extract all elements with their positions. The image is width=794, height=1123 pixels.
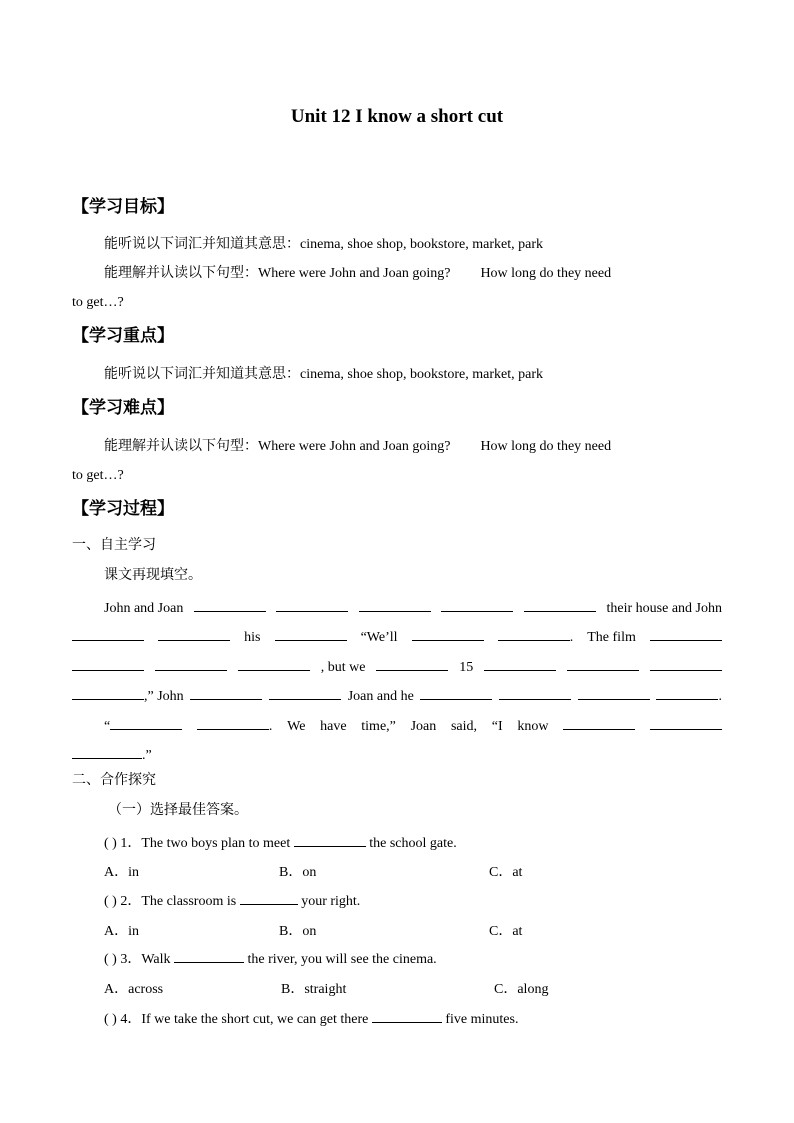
- blank-field[interactable]: [372, 1008, 442, 1023]
- section-objectives: 【学习目标】: [72, 197, 174, 217]
- blank-field[interactable]: [650, 656, 722, 671]
- q2-option-c[interactable]: C．at: [489, 924, 523, 939]
- fill-line-5: “ . We have time,” Joan said, “I know: [104, 715, 722, 736]
- blank-field[interactable]: [194, 597, 266, 612]
- blank-field[interactable]: [376, 656, 448, 671]
- blank-field[interactable]: [567, 656, 639, 671]
- answer-paren[interactable]: ( ): [104, 836, 117, 851]
- keypoint-vocab: 能听说以下词汇并知道其意思：cinema, shoe shop, bookstore, market, park: [104, 366, 543, 382]
- blank-field[interactable]: [269, 685, 341, 700]
- difficulty-pattern: 能理解并认读以下句型：Where were John and Joan going? How long do they need: [104, 438, 612, 454]
- section-key-points: 【学习重点】: [72, 326, 174, 346]
- blank-field[interactable]: [275, 626, 347, 641]
- blank-field[interactable]: [110, 715, 182, 730]
- blank-field[interactable]: [72, 685, 144, 700]
- blank-field[interactable]: [238, 656, 310, 671]
- blank-field[interactable]: [155, 656, 227, 671]
- blank-field[interactable]: [240, 890, 298, 905]
- blank-field[interactable]: [72, 656, 144, 671]
- blank-field[interactable]: [656, 685, 718, 700]
- blank-field[interactable]: [524, 597, 596, 612]
- fill-line-3: , but we 15: [72, 656, 722, 677]
- objective-pattern-cont: to get…?: [72, 295, 124, 310]
- blank-field[interactable]: [441, 597, 513, 612]
- blank-field[interactable]: [72, 626, 144, 641]
- question-1: ( ) 1．The two boys plan to meet the school gate.: [104, 832, 722, 853]
- fill-line-6: .”: [72, 744, 722, 765]
- difficulty-pattern-cont: to get…?: [72, 468, 124, 483]
- question-2: ( ) 2．The classroom is your right.: [104, 890, 722, 911]
- q3-option-c[interactable]: C．along: [494, 982, 549, 997]
- blank-field[interactable]: [499, 685, 571, 700]
- blank-field[interactable]: [276, 597, 348, 612]
- blank-field[interactable]: [420, 685, 492, 700]
- section-difficulties: 【学习难点】: [72, 398, 174, 418]
- fill-line-4: ,” John Joan and he .: [72, 685, 722, 706]
- blank-field[interactable]: [359, 597, 431, 612]
- blank-field[interactable]: [197, 715, 269, 730]
- blank-field[interactable]: [294, 832, 366, 847]
- blank-field[interactable]: [578, 685, 650, 700]
- q2-option-a[interactable]: A．in: [104, 924, 139, 939]
- blank-field[interactable]: [174, 948, 244, 963]
- answer-paren[interactable]: ( ): [104, 894, 117, 909]
- page-title: Unit 12 I know a short cut: [290, 106, 504, 127]
- blank-field[interactable]: [650, 715, 722, 730]
- section-process: 【学习过程】: [72, 499, 174, 519]
- q3-option-b[interactable]: B．straight: [281, 982, 347, 997]
- objective-pattern: 能理解并认读以下句型：Where were John and Joan going? How long do they need: [104, 265, 612, 281]
- blank-field[interactable]: [72, 744, 142, 759]
- blank-field[interactable]: [190, 685, 262, 700]
- objective-vocab: 能听说以下词汇并知道其意思：cinema, shoe shop, bookstore, market, park: [104, 236, 543, 252]
- part2-heading: 二、合作探究: [72, 772, 156, 788]
- question-3: ( ) 3．Walk the river, you will see the cinema.: [104, 948, 722, 969]
- blank-field[interactable]: [158, 626, 230, 641]
- part1-instruction: 课文再现填空。: [104, 567, 202, 583]
- q1-option-b[interactable]: B．on: [279, 865, 317, 880]
- blank-field[interactable]: [484, 656, 556, 671]
- blank-field[interactable]: [650, 626, 722, 641]
- blank-field[interactable]: [563, 715, 635, 730]
- q1-option-c[interactable]: C．at: [489, 865, 523, 880]
- q1-option-a[interactable]: A．in: [104, 865, 139, 880]
- part1-heading: 一、自主学习: [72, 537, 156, 553]
- q3-option-a[interactable]: A．across: [104, 982, 164, 997]
- fill-line-2: his “We’ll . The film: [72, 626, 722, 647]
- answer-paren[interactable]: ( ): [104, 1012, 117, 1027]
- part2-subheading: （一）选择最佳答案。: [108, 802, 248, 818]
- blank-field[interactable]: [498, 626, 570, 641]
- answer-paren[interactable]: ( ): [104, 952, 117, 967]
- question-4: ( ) 4．If we take the short cut, we can get there five minutes.: [104, 1008, 722, 1029]
- fill-line-1: John and Joan their house and John: [104, 597, 722, 618]
- q2-option-b[interactable]: B．on: [279, 924, 317, 939]
- blank-field[interactable]: [412, 626, 484, 641]
